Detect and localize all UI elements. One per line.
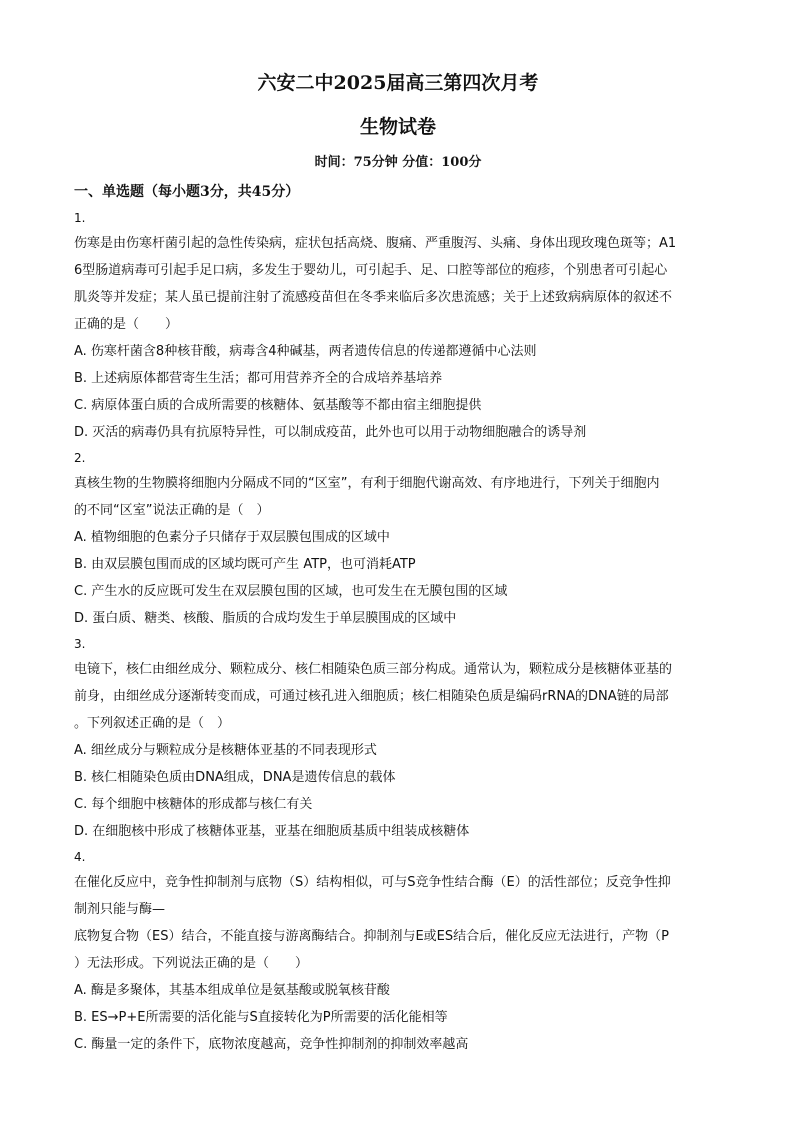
option-c: C. 产生水的反应既可发生在双层膜包围的区域，也可发生在无膜包围的区域: [74, 584, 508, 599]
section-heading: 一、单选题（每小题3分，共45分）: [74, 184, 300, 200]
question-2: [74, 446, 722, 632]
question-stem-line: 在催化反应中，竞争性抑制剂与底物（S）结构相似，可与S竞争性结合酶（E）的活性部位；反竞争性抑: [74, 875, 671, 890]
exam-subject: 生物试卷: [359, 116, 436, 138]
option-a: A. 细丝成分与颗粒成分是核糖体亚基的不同表现形式: [74, 743, 377, 758]
option-a: A. 伤寒杆菌含8种核苷酸，病毒含4种碱基，两者遗传信息的传递都遵循中心法则: [74, 344, 537, 359]
question-stem-line: 伤寒是由伤寒杆菌引起的急性传染病，症状包括高烧、腹痛、严重腹泻、头痛、身体出现玫瑰色斑等；A1: [74, 236, 677, 251]
option-b: B. 核仁相随染色质由DNA组成，DNA是遗传信息的载体: [74, 770, 396, 785]
option-c: C. 酶量一定的条件下，底物浓度越高，竞争性抑制剂的抑制效率越高: [74, 1037, 469, 1052]
question-3: [74, 632, 722, 845]
option-b: B. 上述病原体都营寄生生活；都可用营养齐全的合成培养基培养: [74, 371, 443, 386]
question-number: 4.: [74, 850, 86, 864]
question-stem-line: 底物复合物（ES）结合，不能直接与游离酶结合。抑制剂与E或ES结合后，催化反应无法进行，产物（P: [74, 929, 669, 944]
question-stem-line: 制剂只能与酶—: [74, 902, 166, 917]
question-4: [74, 845, 722, 1058]
question-stem-line: 的不同“区室”说法正确的是（ ）: [74, 503, 270, 518]
exam-time-and-score: 时间：75分钟 分值：100分: [314, 155, 482, 170]
question-1: [74, 206, 722, 446]
option-d: D. 灭活的病毒仍具有抗原特异性，可以制成疫苗，此外也可以用于动物细胞融合的诱导剂: [74, 425, 587, 440]
question-stem-line: 电镜下，核仁由细丝成分、颗粒成分、核仁相随染色质三部分构成。通常认为，颗粒成分是核糖体亚基的: [74, 662, 673, 677]
option-b: B. ES→P+E所需要的活化能与S直接转化为P所需要的活化能相等: [74, 1010, 448, 1025]
question-stem-line: 真核生物的生物膜将细胞内分隔成不同的“区室”，有利于细胞代谢高效、有序地进行，下列关于细胞内: [74, 476, 660, 491]
option-c: C. 每个细胞中核糖体的形成都与核仁有关: [74, 797, 313, 812]
option-b: B. 由双层膜包围而成的区域均既可产生 ATP，也可消耗ATP: [74, 557, 416, 572]
option-d: D. 蛋白质、糖类、核酸、脂质的合成均发生于单层膜围成的区域中: [74, 611, 457, 626]
question-stem-line: 前身，由细丝成分逐渐转变而成，可通过核孔进入细胞质；核仁相随染色质是编码rRNA的DNA链的局部: [74, 689, 669, 704]
question-number: 3.: [74, 637, 86, 651]
question-number: 1.: [74, 211, 86, 225]
question-stem-line: 正确的是（ ）: [74, 317, 179, 332]
question-number: 2.: [74, 451, 86, 465]
option-a: A. 植物细胞的色素分子只储存于双层膜包围成的区域中: [74, 530, 390, 545]
question-stem-line: 肌炎等并发症；某人虽已提前注射了流感疫苗但在冬季来临后多次患流感；关于上述致病病原体的叙述不: [74, 290, 673, 305]
question-stem-line: ）无法形成。下列说法正确的是（ ）: [74, 956, 309, 971]
option-a: A. 酶是多聚体，其基本组成单位是氨基酸或脱氧核苷酸: [74, 983, 390, 998]
exam-title: 六安二中2025届高三第四次月考: [257, 72, 539, 94]
question-stem-line: 。下列叙述正确的是（ ）: [74, 716, 231, 731]
option-c: C. 病原体蛋白质的合成所需要的核糖体、氨基酸等不都由宿主细胞提供: [74, 398, 482, 413]
option-d: D. 在细胞核中形成了核糖体亚基，亚基在细胞质基质中组装成核糖体: [74, 824, 470, 839]
question-stem-line: 6型肠道病毒可引起手足口病，多发生于婴幼儿，可引起手、足、口腔等部位的疱疹，个别患者可引起心: [74, 263, 668, 278]
